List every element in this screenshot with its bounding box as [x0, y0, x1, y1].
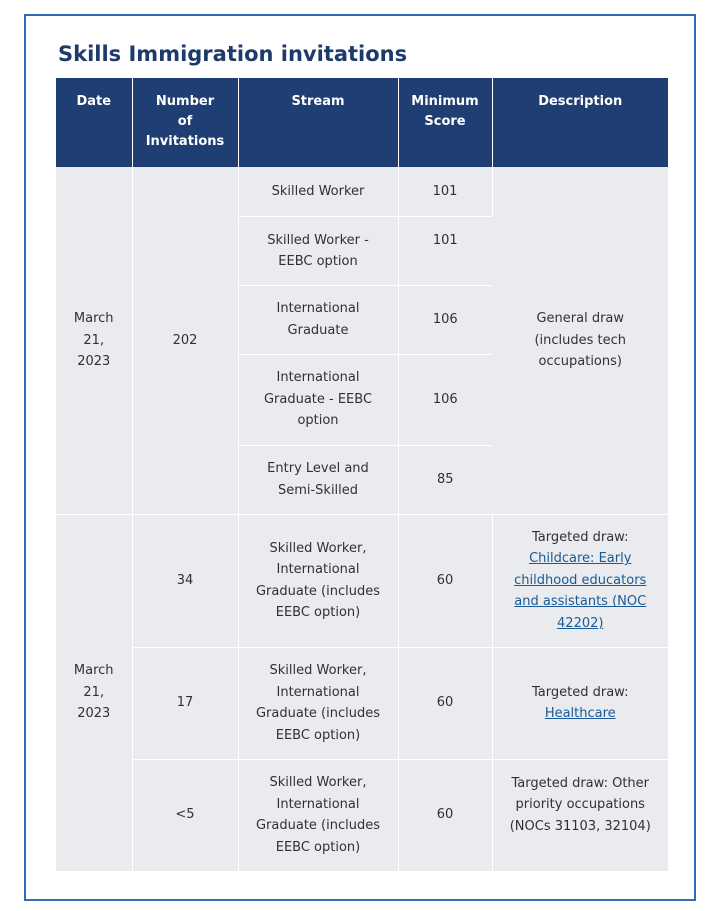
- score-cell: 85: [398, 445, 492, 514]
- score-cell: 101: [398, 167, 492, 216]
- invitations-cell: 17: [132, 647, 238, 759]
- header-minimum-score: Minimum Score: [398, 78, 492, 167]
- header-stream: Stream: [238, 78, 398, 167]
- content-frame: [24, 14, 696, 901]
- page-title: Skills Immigration invitations: [58, 42, 408, 66]
- stream-cell: International Graduate - EEBC option: [238, 354, 398, 445]
- table-row: [56, 167, 668, 216]
- stream-cell: Skilled Worker, International Graduate (includes EEBC option): [238, 759, 398, 871]
- date-cell: March 21, 2023: [56, 167, 132, 514]
- score-cell: 101: [398, 216, 492, 285]
- invitations-cell: 34: [132, 514, 238, 647]
- header-number-of-invitations: Number of Invitations: [132, 78, 238, 167]
- score-cell: 106: [398, 285, 492, 354]
- description-cell: Targeted draw: Childcare: Early childhood educators and assistants (NOC 42202): [492, 514, 668, 647]
- childcare-link[interactable]: Childcare: Early childhood educators and assistants (NOC 42202): [514, 551, 647, 631]
- header-description: Description: [492, 78, 668, 167]
- score-cell: 60: [398, 759, 492, 871]
- stream-cell: Skilled Worker: [238, 167, 398, 216]
- date-cell: March 21, 2023: [56, 514, 132, 871]
- description-cell: General draw (includes tech occupations): [492, 167, 668, 514]
- score-cell: 106: [398, 354, 492, 445]
- score-cell: 60: [398, 647, 492, 759]
- description-cell: Targeted draw: Healthcare: [492, 647, 668, 759]
- invitations-cell: 202: [132, 167, 238, 514]
- score-cell: 60: [398, 514, 492, 647]
- healthcare-link[interactable]: Healthcare: [544, 706, 616, 721]
- invitations-table: [56, 78, 668, 872]
- stream-cell: Skilled Worker, International Graduate (includes EEBC option): [238, 514, 398, 647]
- stream-cell: Skilled Worker, International Graduate (includes EEBC option): [238, 647, 398, 759]
- table-row: [56, 514, 668, 647]
- stream-cell: Entry Level and Semi-Skilled: [238, 445, 398, 514]
- stream-cell: Skilled Worker - EEBC option: [238, 216, 398, 285]
- table-row: [56, 759, 668, 871]
- table-row: [56, 647, 668, 759]
- table-header-row: [56, 78, 668, 167]
- header-date: Date: [56, 78, 132, 167]
- stream-cell: International Graduate: [238, 285, 398, 354]
- invitations-cell: <5: [132, 759, 238, 871]
- description-cell: Targeted draw: Other priority occupations (NOCs 31103, 32104): [492, 759, 668, 871]
